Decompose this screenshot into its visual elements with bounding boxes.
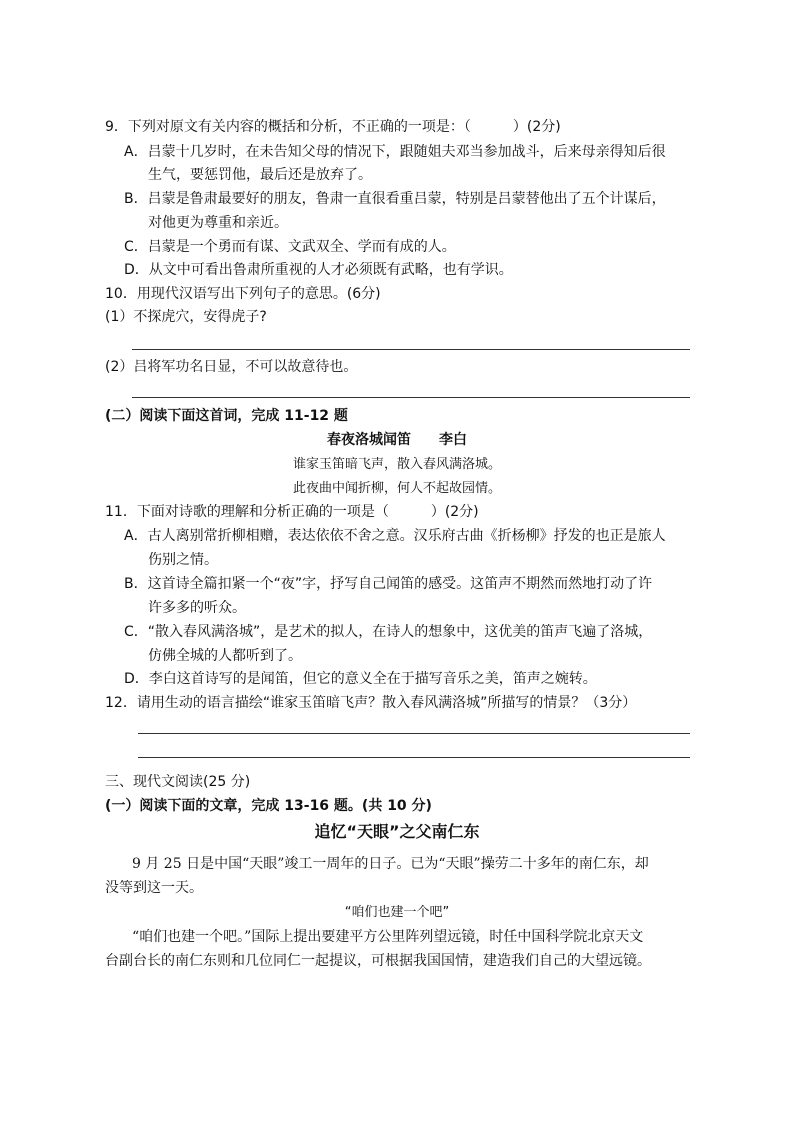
- poem-line-2: 此夜曲中闻折柳，何人不起故园情。: [292, 481, 501, 496]
- section-3-subheading: (一）阅读下面的文章，完成 13-16 题。(共 10 分): [105, 798, 432, 814]
- q9-option-a-cont: 生气，要惩罚他，最后还是放弃了。: [148, 167, 372, 183]
- answer-line: [138, 733, 690, 734]
- article-paragraph-2-cont: 台副台长的南仁东则和几位同仁一起提议，可根据我国国情，建造我们自己的大望远镜。: [105, 953, 651, 969]
- q9-option-d: D．从文中可看出鲁肃所重视的人才必须既有武略，也有学识。: [124, 262, 513, 278]
- q9-option-b-cont: 对他更为尊重和亲近。: [148, 215, 288, 231]
- q10-stem: 10．用现代汉语写出下列句子的意思。(6分): [105, 286, 381, 302]
- q11-option-b: B．这首诗全篇扣紧一个“夜”字，抒写自己闻笛的感受。这笛声不期然而然地打动了许: [124, 576, 653, 592]
- article-paragraph-1: 9 月 25 日是中国“天眼”竣工一周年的日子。已为“天眼”操劳二十多年的南仁东，却: [132, 856, 649, 872]
- q11-option-b-cont: 许多多的听众。: [148, 600, 246, 616]
- q11-option-a-cont: 伤别之情。: [148, 552, 218, 568]
- q9-option-c: C．吕蒙是一个勇而有谋、文武双全、学而有成的人。: [124, 239, 456, 255]
- poem-line-1: 谁家玉笛暗飞声，散入春风满洛城。: [292, 457, 501, 472]
- section-3-heading: 三、现代文阅读(25 分): [105, 774, 251, 790]
- q11-option-a: A．古人离别常折柳相赠，表达依依不舍之意。汉乐府古曲《折杨柳》抒发的也正是旅人: [124, 528, 666, 544]
- article-paragraph-2: “咱们也建一个吧。”国际上提出要建平方公里阵列望远镜，时任中国科学院北京天文: [132, 929, 644, 945]
- q12-stem: 12．请用生动的语言描绘“谁家玉笛暗飞声？散入春风满洛城”所描写的情景？（3分）: [105, 695, 637, 711]
- q11-stem: 11．下面对诗歌的理解和分析正确的一项是（ ）(2分): [105, 504, 479, 520]
- q11-option-d: D．李白这首诗写的是闻笛，但它的意义全在于描写音乐之美，笛声之婉转。: [124, 671, 597, 687]
- q10-sentence-1: (1）不探虎穴，安得虎子?: [105, 309, 267, 325]
- answer-line: [138, 757, 690, 758]
- q10-sentence-2: (2）吕将军功名日显，不可以故意待也。: [105, 359, 358, 375]
- q11-option-c: C．“散入春风满洛城”，是艺术的拟人，在诗人的想象中，这优美的笛声飞遍了洛城，: [124, 624, 653, 640]
- q9-option-b: B．吕蒙是鲁肃最要好的朋友，鲁肃一直很看重吕蒙，特别是吕蒙替他出了五个计谋后，: [124, 191, 666, 207]
- article-title: 追忆“天眼”之父南仁东: [314, 822, 480, 841]
- q9-stem: 9．下列对原文有关内容的概括和分析，不正确的一项是：（ ）(2分): [105, 119, 561, 135]
- article-subheading: “咱们也建一个吧”: [344, 905, 450, 920]
- article-paragraph-1-cont: 没等到这一天。: [105, 880, 203, 896]
- section-2-heading: (二）阅读下面这首词，完成 11-12 题: [105, 408, 348, 424]
- answer-line: [132, 349, 690, 350]
- poem-title: 春夜洛城闻笛 李白: [327, 432, 467, 448]
- answer-line: [132, 397, 690, 398]
- q9-option-a: A．吕蒙十几岁时，在未告知父母的情况下，跟随姐夫邓当参加战斗，后来母亲得知后很: [124, 144, 666, 160]
- q11-option-c-cont: 仿佛全城的人都听到了。: [148, 648, 302, 664]
